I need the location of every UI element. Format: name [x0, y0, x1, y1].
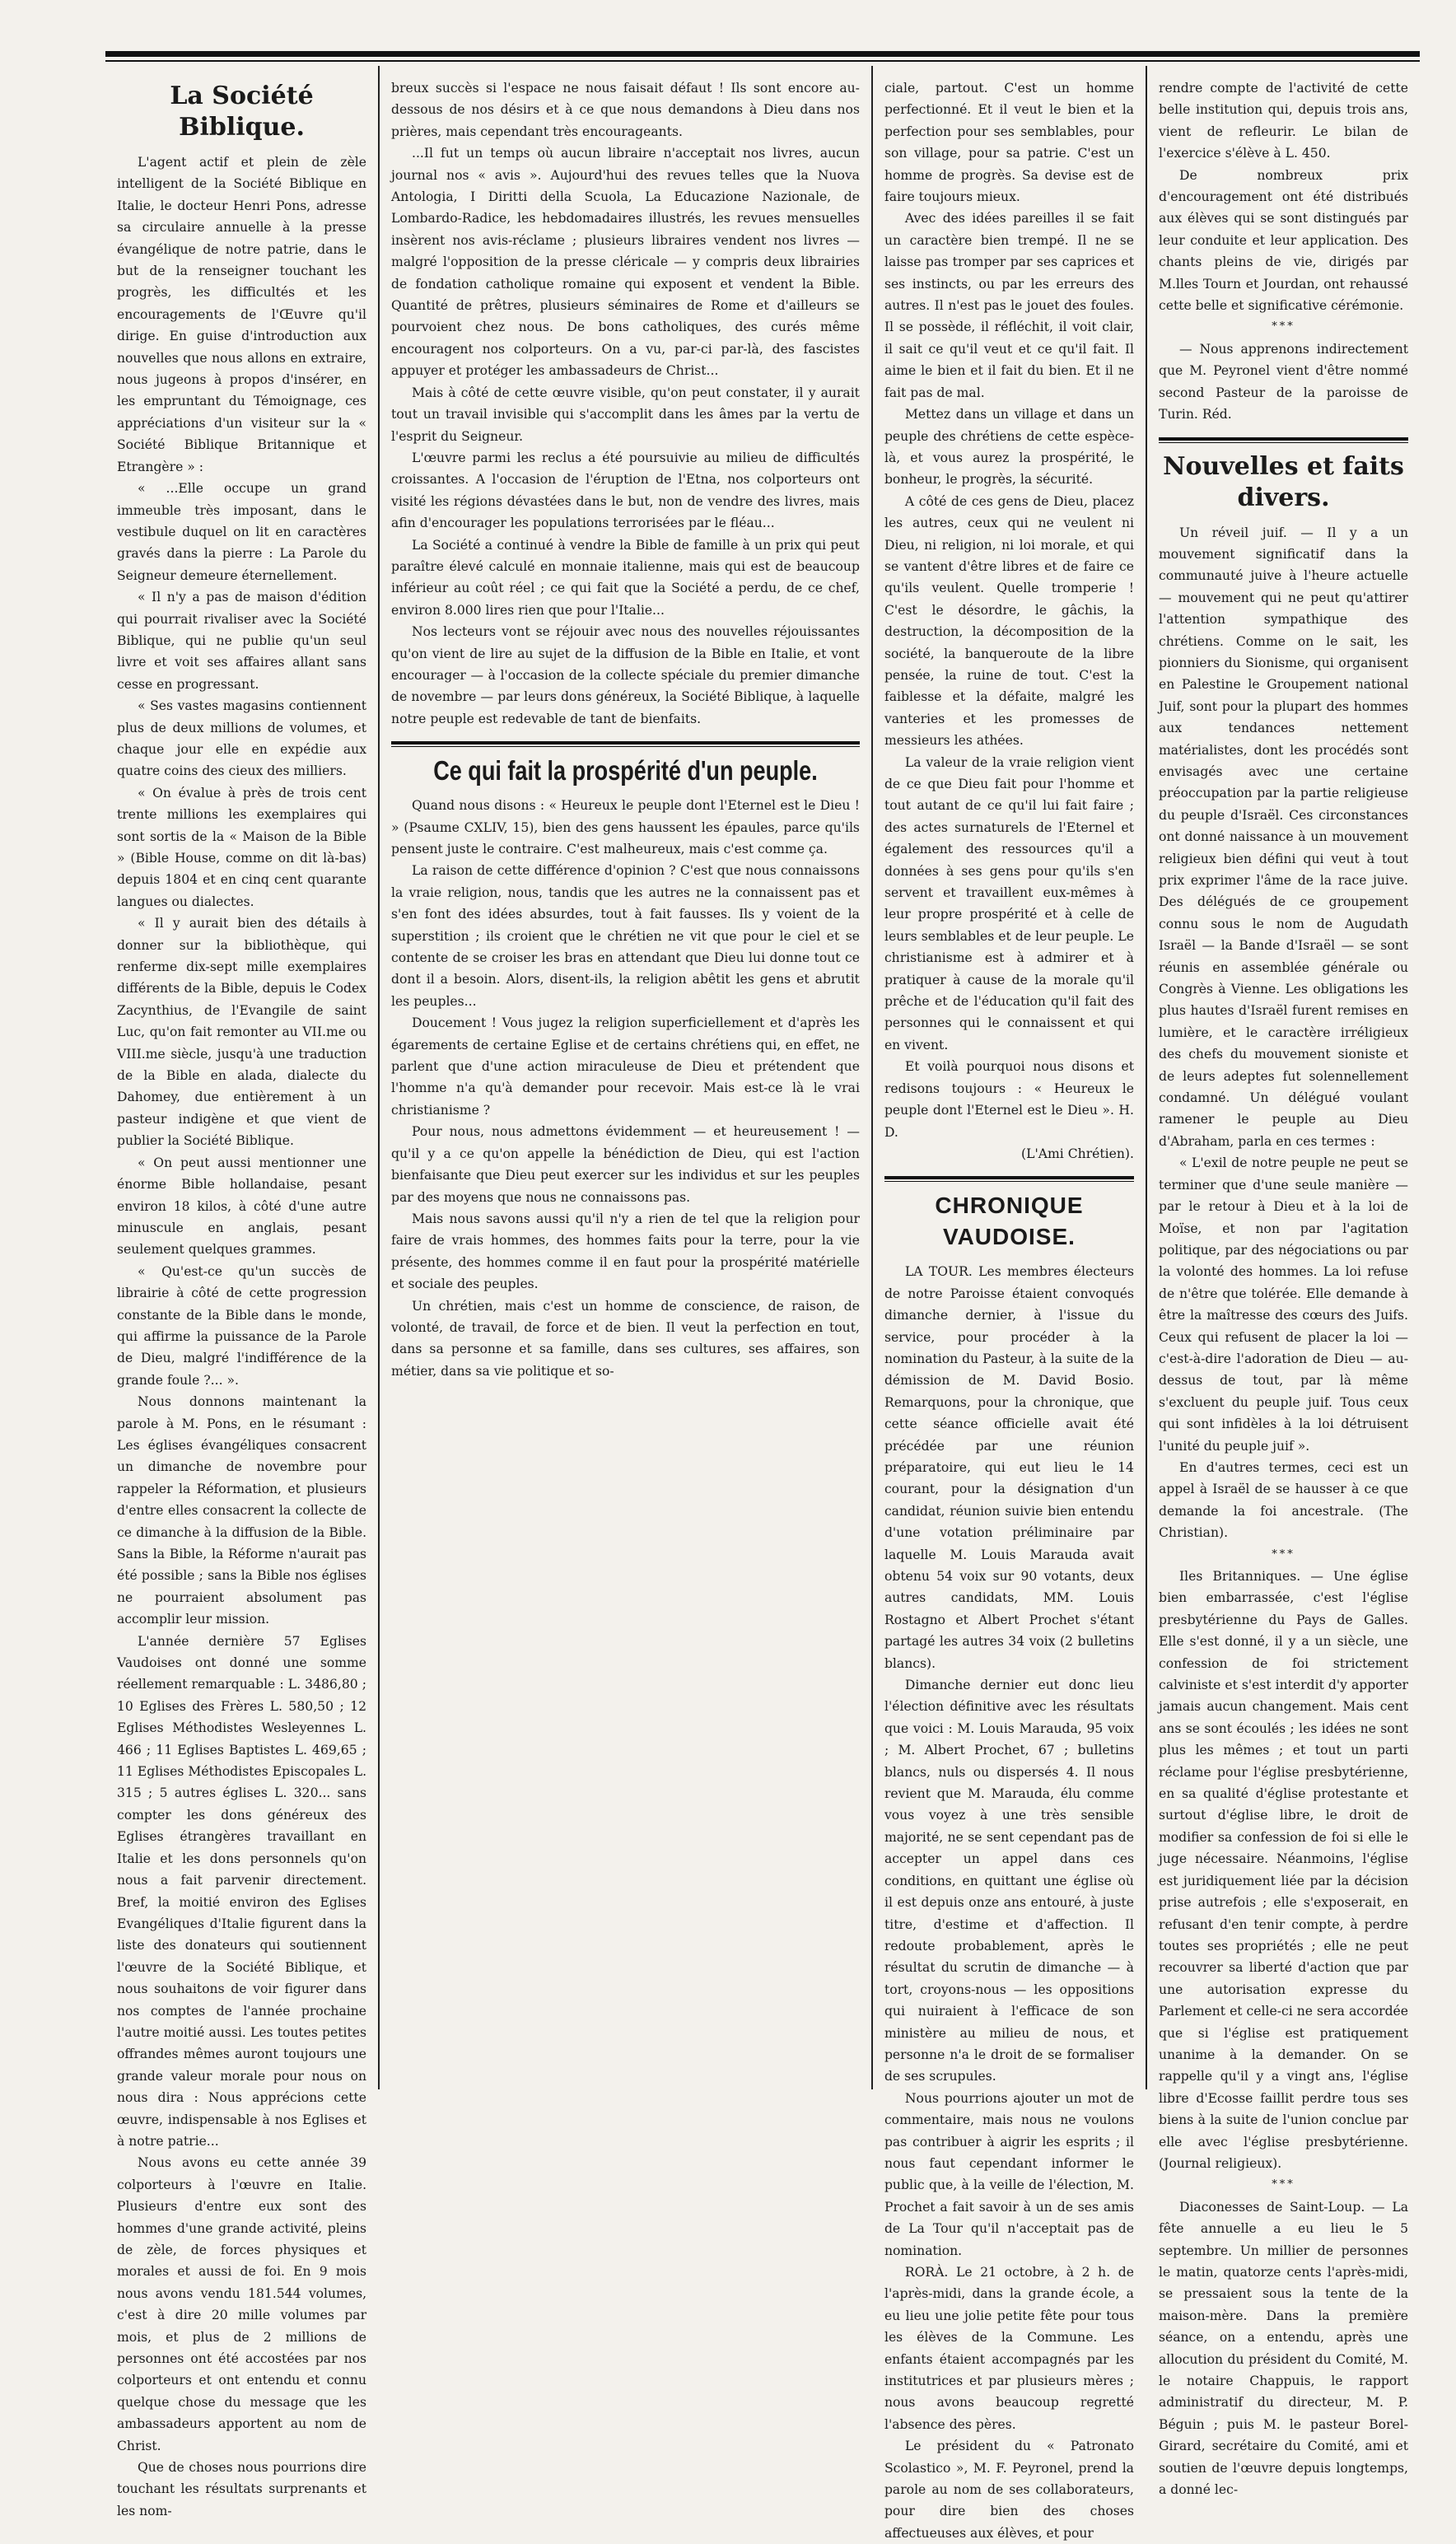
paragraph: Que de choses nous pourrions dire touchant les résultats surprenants et les nom-: [117, 2460, 367, 2518]
section-rule: [1159, 437, 1408, 443]
paragraph: ...Il fut un temps où aucun libraire n'acceptait nos livres, aucun journal nos « avis ». Aujourd'hui des revues telles que la Nuova Antologia, I Diritti della Scuola, La Educazione Nazionale, de Lombardo-Radice, les hebdomadaires illustrés, les revues mensuelles insèrent nos avis-réclame ; plusieurs libraires vendent nos livres — malgré l'opposition de la presse cléricale — y compris deux librairies de fondation catholique romaine qui exposent et vendent la Bible. Quantité de prêtres, plusieurs séminaires de Rome et d'ailleurs se pourvoient chez nous. De bons catholiques, des curés même encouragent nos colporteurs. On a vu, par-ci par-là, des fascistes appuyer et protéger les ambassadeurs de Christ...: [391, 146, 860, 379]
paragraph: Un réveil juif. — Il y a un mouvement significatif dans la communauté juive à l'heure actuelle — mouvement qui ne peut qu'attirer l'attention sympathique des chrétiens. Comme on le sait, les pionniers du Sionisme, qui organisent en Palestine le Groupement national Juif, sont pour la plupart des hommes aux tendances nettement matérialistes, dont les procédés sont envisagés avec une certaine préoccupation par la partie religieuse du peuple d'Israël. Ces circonstances ont donné naissance à un mouvement religieux bien défini qui veut à tout prix exprimer l'âme de la race juive. Des délégués de ce groupement connu sous le nom de Augudath Israël — la Bande d'Israël — se sont réunis en assemblée générale ou Congrès à Vienne. Les obligations les plus hautes d'Israël furent remises en lumière, et le caractère irréligieux des chefs du mouvement sioniste et de leurs adeptes fut solennellement condamné. Un délégué voulant ramener le peuple au Dieu d'Abraham, parla en ces termes :: [1158, 525, 1409, 1149]
article-title-chronique-vaudoise: CHRONIQUE VAUDOISE.: [935, 1193, 1084, 1250]
paragraph: « Il n'y a pas de maison d'édition qui pourrait rivaliser avec la Société Biblique, qui ne publie qu'un seul livre et voit ses affaires allant sans cesse en progressant.: [117, 590, 367, 692]
paragraph: breux succès si l'espace ne nous faisait défaut ! Ils sont encore au-dessous de nos désirs et à ce que nous demandons à Dieu dans nos prières, mais cependant très encourageants.: [391, 81, 860, 139]
paragraph: L'œuvre parmi les reclus a été poursuivie au milieu de difficultés croissantes. A l'occasion de l'éruption de l'Etna, nos colporteurs ont visité les régions dévastées dans le but, non de vendre des livres, mais afin d'encourager les populations terrorisées par le fléau...: [391, 450, 860, 531]
paragraph: « ...Elle occupe un grand immeuble très imposant, dans le vestibule duquel on lit en caractères gravés dans la pierre : La Parole du Seigneur demeure éternellement.: [117, 481, 367, 583]
columns: [105, 66, 1420, 2541]
separator-stars: ***: [1272, 320, 1295, 334]
paragraph: rendre compte de l'activité de cette belle institution qui, depuis trois ans, vient de refleurir. Le bilan de l'exercice s'élève à L. 450.: [1158, 81, 1409, 161]
paragraph: Doucement ! Vous jugez la religion superficiellement et d'après les égarements de certaine Eglise et de certains chrétiens qui, en effet, ne parlent que d'une action miraculeuse de Dieu et prétendent que l'homme n'a qu'à demander pour recevoir. Mais est-ce là le vrai christianisme ?: [391, 1015, 860, 1118]
paragraph: Avec des idées pareilles il se fait un caractère bien trempé. Il ne se laisse pas tromper par ses caprices et ses instincts, ou par les erreurs des autres. Il n'est pas le jouet des foules. Il se possède, il réfléchit, il voit clair, il sait ce qu'il veut et ce qu'il fait. Il aime le bien et il fait du bien. Et il ne fait pas de mal.: [884, 211, 1134, 400]
paragraph: La Société a continué à vendre la Bible de famille à un prix qui peut paraître élevé calculé en monnaie italienne, mais qui est de beaucoup inférieur au coût réel ; ce qui fait que la Société a perdu, de ce chef, environ 8.000 lires rien que pour l'Italie...: [391, 537, 860, 618]
article-body-continued: [391, 77, 860, 730]
paragraph: « Qu'est-ce qu'un succès de librairie à côté de cette progression constante de la Bible dans le monde, qui affirme la puissance de la Parole de Dieu, malgré l'indifférence de la grande foule ?... ».: [117, 1263, 367, 1388]
top-rule: [105, 51, 1420, 57]
column-4: [1146, 66, 1420, 2498]
paragraph: A côté de ces gens de Dieu, placez les autres, ceux qui ne veulent ni Dieu, ni religion, ni loi morale, et qui se vantent d'être libres et de faire ce qu'ils veulent. Quelle tromperie ! C'est le désordre, le gâchis, la destruction, la décomposition de la société, la banqueroute de la libre pensée, la ruine de tout. C'est la faiblesse et la défaite, malgré les vanteries et les promesses de messieurs les athées.: [884, 493, 1134, 749]
section-rule: [884, 1176, 1134, 1182]
paragraph: Mais à côté de cette œuvre visible, qu'on peut constater, il y aurait tout un travail invisible qui s'accomplit dans les âmes par la vertu de l'esprit du Seigneur.: [391, 385, 860, 444]
paragraph: Nous avons eu cette année 39 colporteurs à l'œuvre en Italie. Plusieurs d'entre eux sont des hommes d'une grande activité, pleins de zèle, de forces physiques et morales et aussi de foi. En 9 mois nous avons vendu 181.544 volumes, c'est à dire 20 mille volumes par mois, et plus de 2 millions de personnes ont été accostées par nos colporteurs et ont entendu et connu quelque chose du message que les ambassadeurs apportent au nom de Christ.: [117, 2155, 367, 2453]
paragraph: Un chrétien, mais c'est un homme de conscience, de raison, de volonté, de travail, de force et de bien. Il veut la perfection en tout, dans sa personne et sa famille, dans ses cultures, ses affaires, son métier, dans sa vie politique et so-: [391, 1298, 860, 1379]
article-title-prosperite: Ce qui fait la prospérité d'un peuple.: [433, 755, 818, 787]
paragraph: LA TOUR. Les membres électeurs de notre Paroisse étaient convoqués dimanche dernier, à l'issue du service, pour procéder à la nomination du Pasteur, à la suite de la démission de M. David Bosio. Remarquons, pour la chronique, que cette séance officielle avait été précédée par une réunion préparatoire, qui eut lieu le 14 courant, pour la désignation d'un candidat, réunion suivie bien entendu d'une votation préliminaire par laquelle M. Louis Marauda avait obtenu 54 voix sur 90 votants, deux autres candidats, MM. Louis Rostagno et Albert Prochet s'étant partagé les autres 34 voix (2 bulletins blancs).: [884, 1264, 1134, 1671]
article-body-nouvelles: [1159, 522, 1408, 2501]
paragraph: Nous donnons maintenant la parole à M. Pons, en le résumant : Les églises évangéliques consacrent un dimanche de novembre pour rappeler la Réformation, et plusieurs d'entre elles consacrent la collecte de ce dimanche à la diffusion de la Bible. Sans la Bible, la Réforme n'aurait pas été possible ; sans la Bible nos églises ne pourraient absolument pas accomplir leur mission.: [117, 1394, 367, 1627]
column-2: [378, 66, 871, 2089]
section-rule: [391, 741, 860, 747]
paragraph: La valeur de la vraie religion vient de ce que Dieu fait pour l'homme et tout autant de ce qu'il lui fait faire ; des actes surnaturels de l'Eternel et également des ressources qu'il a données à ses gens pour qu'ils s'en servent et travaillent eux-mêmes à leur propre prospérité et à celle de leurs semblables et de leur peuple. Le christianisme est à admirer et à pratiquer à cause de la morale qu'il prêche et de l'éducation qu'il fait des personnes qui le connaissent et qui en vivent.: [884, 754, 1134, 1053]
paragraph: La raison de cette différence d'opinion ? C'est que nous connaissons la vraie religion, nous, tandis que les autres ne la connaissent pas et s'en font des idées absurdes, tout à fait fausses. Ils y voient de la superstition ; ils croient que le chrétien ne vit que pour le ciel et se contente de se croiser les bras en attendant que Dieu lui donne tout ce dont il a besoin. Alors, disent-ils, la religion abêtit les gens et abrutit les peuples...: [391, 863, 860, 1009]
paragraph: De nombreux prix d'encouragement ont été distribués aux élèves qui se sont distingués par leur conduite et leur application. Des chants pleins de vie, dirigés par M.lles Tourn et Jourdan, ont rehaussé cette belle et significative cérémonie.: [1158, 167, 1409, 314]
paragraph: « On évalue à près de trois cent trente millions les exemplaires qui sont sortis de la « Maison de la Bible » (Bible House, comme on dit là-bas) depuis 1804 et en cinq cent quarante langues ou dialectes.: [117, 785, 367, 909]
column-3: [871, 66, 1146, 2541]
paragraph: Pour nous, nous admettons évidemment — et heureusement ! — qu'il y a ce qu'on appelle la bénédiction de Dieu, qui est l'action bienfaisante que Dieu peut exercer sur les individus et sur les peuples par des moyens que nous ne connaissons pas.: [391, 1124, 860, 1205]
paragraph: ciale, partout. C'est un homme perfectionné. Et il veut le bien et la perfection pour ses semblables, pour son village, pour sa patrie. C'est un homme de progrès. Sa devise est de faire toujours mieux.: [884, 81, 1134, 205]
paragraph: En d'autres termes, ceci est un appel à Israël de se hausser à ce que demande la foi ancestrale. (The Christian).: [1158, 1459, 1409, 1541]
top-rule-thin: [105, 60, 1420, 62]
paragraph: L'année dernière 57 Eglises Vaudoises ont donné une somme réellement remarquable : L. 3486,80 ; 10 Eglises des Frères L. 580,50 ; 12 Eglises Méthodistes Wesleyennes L. 466 ; 11 Eglises Baptistes L. 469,65 ; 11 Eglises Méthodistes Episcopales L. 315 ; 5 autres églises L. 320... sans compter les dons généreux des Eglises étrangères travaillant en Italie et les dons personnels qu'on nous a fait parvenir directement. Bref, la moitié environ des Eglises Evangéliques d'Italie figurent dans la liste des donateurs qui soutiennent l'œuvre de la Société Biblique, et nous souhaitons de voir figurer dans nos comptes de l'année prochaine l'autre moitié aussi. Les toutes petites offrandes mêmes auront toujours une grande valeur morale pour nous on nous dira : Nous apprécions cette œuvre, indispensable à nos Eglises et à notre patrie...: [117, 1633, 367, 2149]
article-body-prosperite: [391, 795, 860, 1382]
article-body-chronique: [884, 1261, 1134, 2544]
paragraph: Mettez dans un village et dans un peuple des chrétiens de cette espèce-là, et vous aurez la prospérité, le bonheur, le progrès, la sécurité.: [884, 407, 1134, 488]
paragraph: « On peut aussi mentionner une énorme Bible hollandaise, pesant environ 18 kilos, à côté d'une autre minuscule en anglais, pesant seulement quelques grammes.: [117, 1155, 367, 1258]
article-body-chronique-continued: [1159, 77, 1408, 426]
source-attribution: (L'Ami Chrétien).: [1021, 1146, 1134, 1161]
paragraph: Mais nous savons aussi qu'il n'y a rien de tel que la religion pour faire de vrais hommes, des hommes faits pour la terre, pour la vie présente, des hommes comme il en faut pour la prospérité matérielle et sociale des peuples.: [391, 1211, 860, 1292]
article-body-societe-biblique: [117, 152, 366, 2522]
article-body-prosperite-continued: [884, 77, 1134, 1165]
paragraph: L'agent actif et plein de zèle intelligent de la Société Biblique en Italie, le docteur Henri Pons, adresse sa circulaire annuelle à la presse évangélique de notre patrie, dans le but de la renseigner touchant les progrès, les difficultés et les encouragements de l'Œuvre qu'il dirige. En guise d'introduction aux nouvelles que nous allons en extraire, nous jugeons à propos d'insérer, en les empruntant du Témoignage, ces appréciations d'un visiteur sur la « Société Biblique Britannique et Etrangère » :: [117, 155, 367, 474]
paragraph: Diaconesses de Saint-Loup. — La fête annuelle a eu lieu le 5 septembre. Un millier de personnes le matin, quatorze cents l'après-midi, se pressaient sous la tente de la maison-mère. Dans la première séance, on a entendu, après une allocution du président du Comité, M. le notaire Chappuis, le rapport administratif du directeur, M. P. Béguin ; puis M. le pasteur Borel-Girard, secrétaire du Comité, ami et soutien de l'œuvre depuis longtemps, a donné lec-: [1158, 2199, 1409, 2498]
paragraph: Dimanche dernier eut donc lieu l'élection définitive avec les résultats que voici : M. Louis Marauda, 95 voix ; M. Albert Prochet, 67 ; bulletins blancs, nuls ou dispersés 4. Il nous revient que M. Marauda, élu comme vous voyez à une très sensible majorité, ne se sent cependant pas de accepter un appel dans ces conditions, en quittant une église où il est depuis onze ans entouré, à juste titre, d'estime et d'affection. Il redoute probablement, après le résultat du scrutin de dimanche — à tort, croyons-nous — les oppositions qui nuiraient à l'efficace de son ministère au milieu de nous, et personne n'a le droit de se formaliser de ses scrupules.: [884, 1678, 1134, 2084]
paragraph: Et voilà pourquoi nous disons et redisons toujours : « Heureux le peuple dont l'Eternel est le Dieu ». H. D.: [884, 1059, 1134, 1140]
column-1: [105, 66, 378, 2518]
paragraph: Iles Britanniques. — Une église bien embarrassée, c'est l'église presbytérienne du Pays de Galles. Elle s'est donné, il y a un siècle, une confession de foi strictement calviniste et s'est interdit d'y apporter jamais aucun changement. Mais cent ans se sont écoulés ; les idées ne sont plus les mêmes ; et tout un parti réclame pour l'église presbytérienne, en sa qualité d'église protestante et surtout d'église libre, le droit de modifier sa confession de foi si elle le juge nécessaire. Néanmoins, l'église est juridiquement liée par la décision prise autrefois ; elle s'exposerait, en refusant d'en tenir compte, à perdre toutes ses propriétés ; elle ne peut recouvrer sa liberté d'action que par une autorisation expresse du Parlement et celle-ci ne sera accordée que si l'église est pratiquement unanime à la demander. On se rappelle qu'il y a vingt ans, l'église libre d'Ecosse faillit perdre tous ses biens à la suite de l'union conclue par elle avec l'église presbytérienne. (Journal religieux).: [1158, 1569, 1409, 2171]
paragraph: « Il y aurait bien des détails à donner sur la bibliothèque, qui renferme dix-sept mille exemplaires différents de la Bible, depuis le Codex Zacynthius, de l'Evangile de saint Luc, qu'on fait remonter au VII.me ou VIII.me siècle, jusqu'à une traduction de la Bible en alada, dialecte du Dahomey, due entièrement à un pasteur indigène et que vient de publier la Société Biblique.: [117, 916, 367, 1149]
article-title-societe-biblique: La Société Biblique.: [170, 82, 314, 142]
paragraph: Le président du « Patronato Scolastico », M. F. Peyronel, prend la parole au nom de ses collaborateurs, pour dire bien des choses affectueuses aux élèves, et pour: [884, 2439, 1134, 2541]
paragraph: Nous pourrions ajouter un mot de commentaire, mais nous ne voulons pas contribuer à aigrir les esprits ; il nous faut cependant informer le public que, à la veille de l'élection, M. Prochet a fait savoir à un de ses amis de La Tour qu'il n'acceptait pas de nomination.: [884, 2090, 1134, 2258]
paragraph: Quand nous disons : « Heureux le peuple dont l'Eternel est le Dieu ! » (Psaume CXLIV, 15), bien des gens haussent les épaules, parce qu'ils pensent juste le contraire. C'est malheureux, mais c'est comme ça.: [391, 798, 860, 857]
paragraph: Nos lecteurs vont se réjouir avec nous des nouvelles réjouissantes qu'on vient de lire au sujet de la diffusion de la Bible en Italie, et vont encourager — à l'occasion de la collecte spéciale du premier dimanche de novembre — par leurs dons généreux, la Société Biblique, à laquelle notre peuple est redevable de tant de bienfaits.: [391, 624, 860, 726]
separator-stars: ***: [1272, 2178, 1295, 2192]
article-title-nouvelles: Nouvelles et faits divers.: [1163, 451, 1404, 512]
paragraph: « Ses vastes magasins contiennent plus de deux millions de volumes, et chaque jour elle en expédie aux quatre coins des cieux des milliers.: [117, 698, 367, 779]
editorial-note: — Nous apprenons indirectement que M. Peyronel vient d'être nommé second Pasteur de la paroisse de Turin. Réd.: [1158, 341, 1409, 422]
separator-stars: ***: [1272, 1547, 1295, 1561]
paragraph: « L'exil de notre peuple ne peut se terminer que d'une seule manière — par le retour à Dieu et à la loi de Moïse, et non par l'agitation politique, par des négociations ou par la volonté des hommes. La loi refuse de n'être que tolérée. Elle demande à être la maîtresse des cœurs des Juifs. Ceux qui refusent de placer la loi — c'est-à-dire l'adoration de Dieu — au-dessus de tout, par là même s'excluent du peuple juif. Tous ceux qui sont infidèles à la loi détruisent l'unité du peuple juif ».: [1158, 1155, 1409, 1454]
paragraph: RORÀ. Le 21 octobre, à 2 h. de l'après-midi, dans la grande école, a eu lieu une jolie petite fête pour tous les élèves de la Commune. Les enfants étaient accompagnés par les institutrices et par plusieurs mères ; nous avons beaucoup regretté l'absence des pères.: [884, 2265, 1134, 2432]
